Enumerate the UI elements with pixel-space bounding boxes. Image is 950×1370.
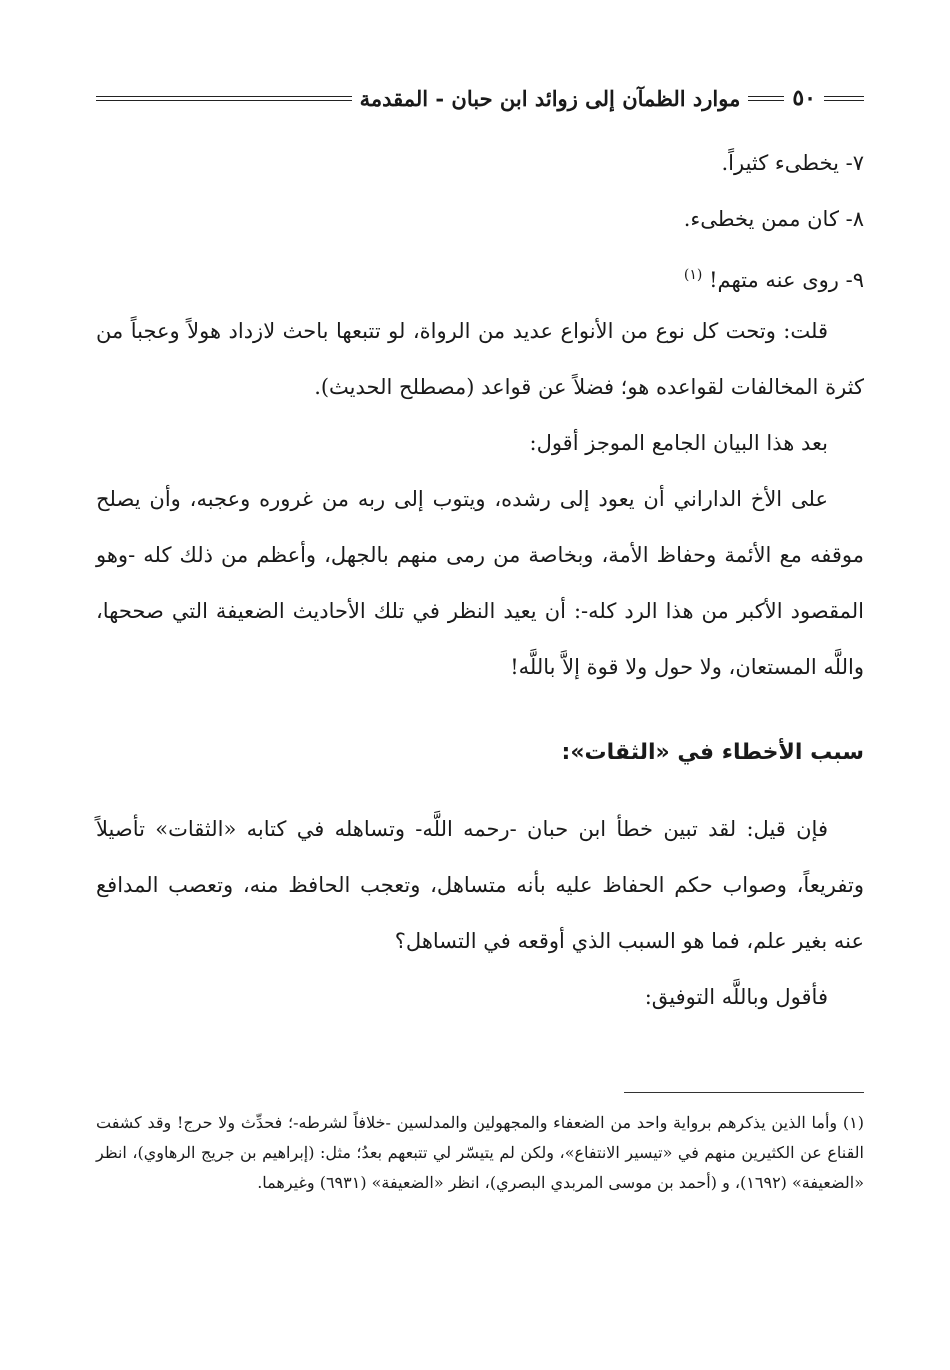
numbered-list xyxy=(96,135,864,308)
list-item-text: ٩- روى عنه متهم! xyxy=(709,268,864,292)
footnote: (١) وأما الذين يذكرهم برواية واحد من الضعفاء والمجهولين والمدلسين -خلافاً لشرطه-؛ فحدِّث ولا حرج! وقد كشفت القناع عن الكثيرين منهم في «تيسير الانتفاع»، ولكن لم يتيسّر لي تتبعهم بعدُ؛ مثل: (إبراهيم بن جريج الرهاوي)، انظر «الضعيفة» (١٦٩٢)، و (أحمد بن موسى المربدي البصري)، انظر «الضعيفة» (٦٩٣١) وغيرهما. xyxy=(96,1113,865,1192)
footnote-marker: (١) xyxy=(683,267,703,283)
main-text-block-1 xyxy=(96,303,864,695)
list-item xyxy=(96,247,864,308)
paragraph: على الأخ الداراني أن يعود إلى رشده، ويتوب إلى ربه من غروره وعجبه، وأن يصلح موقفه مع الأئمة وحفاظ الأمة، وبخاصة من رمى منهم بالجهل، وأعظم من ذلك كله -وهو المقصود الأكبر من هذا الرد كله-: أن يعيد النظر في تلك الأحاديث الضعيفة التي صححها، واللَّه المستعان، ولا حول ولا قوة إلاَّ باللَّه! xyxy=(96,487,864,679)
paragraph: بعد هذا البيان الجامع الموجز أقول: xyxy=(529,431,828,455)
list-item: ٨- كان ممن يخطىء. xyxy=(683,207,864,231)
header-rule-left xyxy=(96,96,352,101)
running-header xyxy=(96,78,864,118)
list-item: ٧- يخطىء كثيراً. xyxy=(721,151,864,175)
main-text-block-2 xyxy=(96,801,864,1025)
paragraph: قلت: وتحت كل نوع من الأنواع عديد من الرواة، لو تتبعها باحث لازداد هولاً وعجباً من كثرة المخالفات لقواعده هو؛ فضلاً عن قواعد (مصطلح الحديث). xyxy=(96,319,864,399)
section-heading: سبب الأخطاء في «الثقات»: xyxy=(561,740,864,765)
paragraph: فأقول وباللَّه التوفيق: xyxy=(644,985,828,1009)
page-number: ٥٠ xyxy=(792,85,816,111)
header-rule-short xyxy=(748,96,784,101)
footnote-divider xyxy=(624,1092,864,1093)
paragraph: فإن قيل: لقد تبين خطأ ابن حبان -رحمه اللَّه- وتساهله في كتابه «الثقات» تأصيلاً وتفريعاً، وصواب حكم الحفاظ عليه بأنه متساهل، وتعجب الحافظ منه، وتعصب المدافع عنه بغير علم، فما هو السبب الذي أوقعه في التساهل؟ xyxy=(96,817,864,953)
header-rule-right xyxy=(824,96,864,101)
header-title: موارد الظمآن إلى زوائد ابن حبان - المقدمة xyxy=(359,85,741,111)
